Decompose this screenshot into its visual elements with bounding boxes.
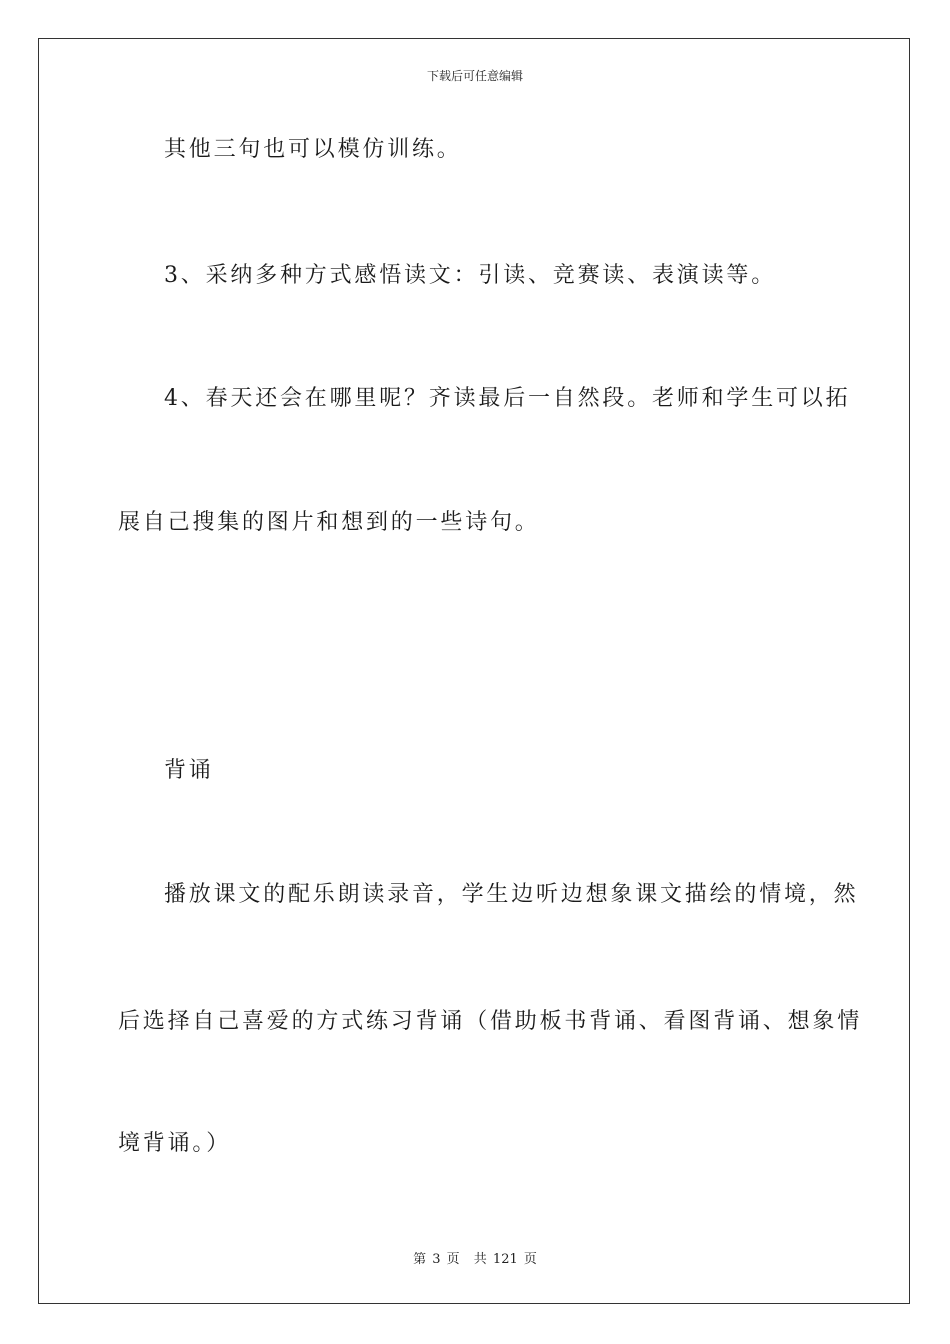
page-frame [38, 38, 910, 1304]
page-number-current: 第 3 页 [413, 1252, 460, 1267]
page-footer [0, 1248, 950, 1267]
paragraph-line: 后选择自己喜爱的方式练习背诵（借助板书背诵、看图背诵、想象情 [118, 1009, 863, 1034]
paragraph-line: 展自己搜集的图片和想到的一些诗句。 [118, 510, 540, 535]
section-heading: 背诵 [164, 758, 214, 783]
page-number-total: 共 121 页 [473, 1252, 537, 1267]
paragraph-line: 境背诵。） [118, 1131, 232, 1156]
paragraph-line: 其他三句也可以模仿训练。 [164, 137, 462, 162]
header-note: 下载后可任意编辑 [426, 69, 523, 83]
paragraph-line: 4、春天还会在哪里呢？齐读最后一自然段。老师和学生可以拓 [164, 386, 851, 411]
paragraph-line: 播放课文的配乐朗读录音，学生边听边想象课文描绘的情境，然 [164, 882, 859, 907]
paragraph-line: 3、采纳多种方式感悟读文：引读、竞赛读、表演读等。 [164, 263, 776, 288]
